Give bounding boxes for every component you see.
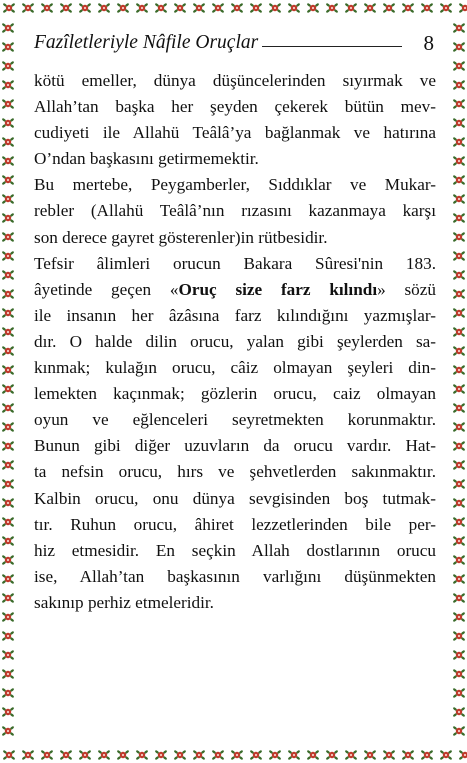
red-floral-ornament-icon [2,42,15,53]
red-floral-ornament-icon [453,156,466,167]
red-floral-ornament-icon [453,270,466,281]
red-floral-ornament-icon [2,479,15,490]
red-floral-ornament-icon [2,213,15,224]
red-floral-ornament-icon [453,23,466,34]
red-floral-ornament-icon [2,365,15,376]
page-number: 8 [423,30,434,55]
red-floral-ornament-icon [453,688,466,699]
running-title: Fazîletleriyle Nâfile Oruçlar [34,32,259,53]
red-floral-ornament-icon [453,80,466,91]
red-floral-ornament-icon [2,403,15,414]
red-floral-ornament-icon [2,23,15,34]
red-floral-ornament-icon [212,750,225,761]
red-floral-ornament-icon [2,536,15,547]
red-floral-ornament-icon [2,441,15,452]
red-floral-ornament-icon [453,403,466,414]
ornamental-border-top [0,0,467,16]
red-floral-ornament-icon [2,555,15,566]
text-line: dır. O halde dilin orucu, yalan gibi şeylerden sa- [34,331,436,351]
red-floral-ornament-icon [2,517,15,528]
red-floral-ornament-icon [2,327,15,338]
text-line: O’ndan başkasını getirmemektir. [34,149,259,169]
red-floral-ornament-icon [453,479,466,490]
red-floral-ornament-icon [2,612,15,623]
red-floral-ornament-icon [269,3,282,14]
page-header [34,26,434,60]
red-floral-ornament-icon [307,750,320,761]
body-text [34,68,436,616]
red-floral-ornament-icon [345,3,358,14]
red-floral-ornament-icon [453,707,466,718]
text-line: Bunun gibi diğer uzuvların da orucu vardır. Hat- [34,436,436,456]
red-floral-ornament-icon [402,750,415,761]
text-line: tır. Ruhun orucu, âhiret lezzetlerinden bile per- [34,514,436,534]
red-floral-ornament-icon [453,555,466,566]
red-floral-ornament-icon [2,460,15,471]
red-floral-ornament-icon [2,346,15,357]
red-floral-ornament-icon [453,232,466,243]
red-floral-ornament-icon [453,118,466,129]
red-floral-ornament-icon [453,289,466,300]
red-floral-ornament-icon [2,251,15,262]
red-floral-ornament-icon [288,750,301,761]
red-floral-ornament-icon [2,232,15,243]
ornamental-border-left [0,0,16,763]
red-floral-ornament-icon [345,750,358,761]
red-floral-ornament-icon [402,3,415,14]
red-floral-ornament-icon [2,498,15,509]
bold-quote: Oruç size farz kılındı [178,279,378,299]
red-floral-ornament-icon [453,327,466,338]
red-floral-ornament-icon [98,750,111,761]
red-floral-ornament-icon [453,346,466,357]
red-floral-ornament-icon [98,3,111,14]
red-floral-ornament-icon [2,99,15,110]
red-floral-ornament-icon [117,3,130,14]
red-floral-ornament-icon [453,612,466,623]
text-line: lemekten kaçınmak; gözlerin orucu, caiz olmayan [34,384,436,404]
red-floral-ornament-icon [453,498,466,509]
red-floral-ornament-icon [2,669,15,680]
red-floral-ornament-icon [155,3,168,14]
red-floral-ornament-icon [453,517,466,528]
red-floral-ornament-icon [453,422,466,433]
text-line: oyun ve eğlenceleri seyretmekten korunmaktır. [34,410,436,430]
text-line: kınmak; kulağın orucu, câiz olmayan şeyleri din- [34,358,436,378]
red-floral-ornament-icon [250,750,263,761]
red-floral-ornament-icon [117,750,130,761]
red-floral-ornament-icon [453,175,466,186]
red-floral-ornament-icon [453,460,466,471]
red-floral-ornament-icon [2,194,15,205]
red-floral-ornament-icon [269,750,282,761]
text-line: rebler (Allahü Teâlâ’nın rızasını kazanmaya karşı [34,201,436,221]
red-floral-ornament-icon [453,308,466,319]
red-floral-ornament-icon [250,3,263,14]
red-floral-ornament-icon [136,3,149,14]
red-floral-ornament-icon [453,593,466,604]
red-floral-ornament-icon [2,574,15,585]
red-floral-ornament-icon [41,3,54,14]
text-line: ise, Allah’tan başkasının varlığını düşünmekten [34,566,436,586]
red-floral-ornament-icon [307,3,320,14]
red-floral-ornament-icon [453,213,466,224]
red-floral-ornament-icon [2,175,15,186]
text-line: hiz etmesidir. En seçkin Allah dostlarının orucu [34,540,436,560]
red-floral-ornament-icon [383,3,396,14]
red-floral-ornament-icon [453,650,466,661]
red-floral-ornament-icon [174,750,187,761]
red-floral-ornament-icon [79,750,92,761]
quote-trail-text: » sözü [377,279,436,299]
red-floral-ornament-icon [174,3,187,14]
red-floral-ornament-icon [421,3,434,14]
red-floral-ornament-icon [2,61,15,72]
red-floral-ornament-icon [453,726,466,737]
red-floral-ornament-icon [2,593,15,604]
red-floral-ornament-icon [453,137,466,148]
red-floral-ornament-icon [2,289,15,300]
text-line: ile insanın her âzâsına farz kılındığını yazmışlar- [34,305,436,325]
red-floral-ornament-icon [2,631,15,642]
red-floral-ornament-icon [2,688,15,699]
ornamental-border-bottom [0,747,467,763]
red-floral-ornament-icon [2,156,15,167]
text-line: Tefsir âlimleri orucun Bakara Sûresi'nin 183. [34,253,436,273]
red-floral-ornament-icon [2,137,15,148]
red-floral-ornament-icon [22,750,35,761]
red-floral-ornament-icon [193,750,206,761]
red-floral-ornament-icon [453,441,466,452]
text-line: sakınıp perhiz etmeleridir. [34,592,214,612]
red-floral-ornament-icon [326,3,339,14]
red-floral-ornament-icon [22,3,35,14]
red-floral-ornament-icon [2,270,15,281]
red-floral-ornament-icon [231,750,244,761]
red-floral-ornament-icon [453,631,466,642]
red-floral-ornament-icon [453,251,466,262]
red-floral-ornament-icon [383,750,396,761]
red-floral-ornament-icon [2,422,15,433]
red-floral-ornament-icon [453,574,466,585]
red-floral-ornament-icon [453,384,466,395]
red-floral-ornament-icon [364,3,377,14]
red-floral-ornament-icon [41,750,54,761]
red-floral-ornament-icon [2,384,15,395]
header-rule [262,46,401,47]
red-floral-ornament-icon [2,118,15,129]
red-floral-ornament-icon [60,750,73,761]
text-line: cudiyeti ile Allahü Teâlâ’ya bağlanmak ve hatırına [34,123,436,143]
red-floral-ornament-icon [453,365,466,376]
red-floral-ornament-icon [79,3,92,14]
red-floral-ornament-icon [2,650,15,661]
ornamental-border-right [451,0,467,763]
red-floral-ornament-icon [2,707,15,718]
red-floral-ornament-icon [453,669,466,680]
red-floral-ornament-icon [212,3,225,14]
text-line: Kalbin orucu, onu dünya sevgisinden boş tutmak- [34,488,436,508]
red-floral-ornament-icon [2,726,15,737]
red-floral-ornament-icon [453,99,466,110]
red-floral-ornament-icon [453,42,466,53]
text-line: Bu mertebe, Peygamberler, Sıddıklar ve Mukar- [34,175,436,195]
red-floral-ornament-icon [231,3,244,14]
red-floral-ornament-icon [453,536,466,547]
red-floral-ornament-icon [453,61,466,72]
red-floral-ornament-icon [193,3,206,14]
text-line-with-quote [34,277,436,303]
red-floral-ornament-icon [60,3,73,14]
red-floral-ornament-icon [453,194,466,205]
red-floral-ornament-icon [2,80,15,91]
red-floral-ornament-icon [288,3,301,14]
red-floral-ornament-icon [155,750,168,761]
quote-lead-text: âyetinde geçen « [34,279,179,299]
red-floral-ornament-icon [136,750,149,761]
red-floral-ornament-icon [421,750,434,761]
text-line: ta nefsin orucu, hırs ve şehvetlerden sakınmaktır. [34,462,436,482]
red-floral-ornament-icon [2,308,15,319]
red-floral-ornament-icon [326,750,339,761]
text-line: Allah’tan başka her şeyden çekerek bütün mev- [34,97,436,117]
text-line: kötü emeller, dünya düşüncelerinden sıyırmak ve [34,71,436,90]
red-floral-ornament-icon [364,750,377,761]
text-line: son derece gayret gösterenler)in rütbesidir. [34,227,328,247]
